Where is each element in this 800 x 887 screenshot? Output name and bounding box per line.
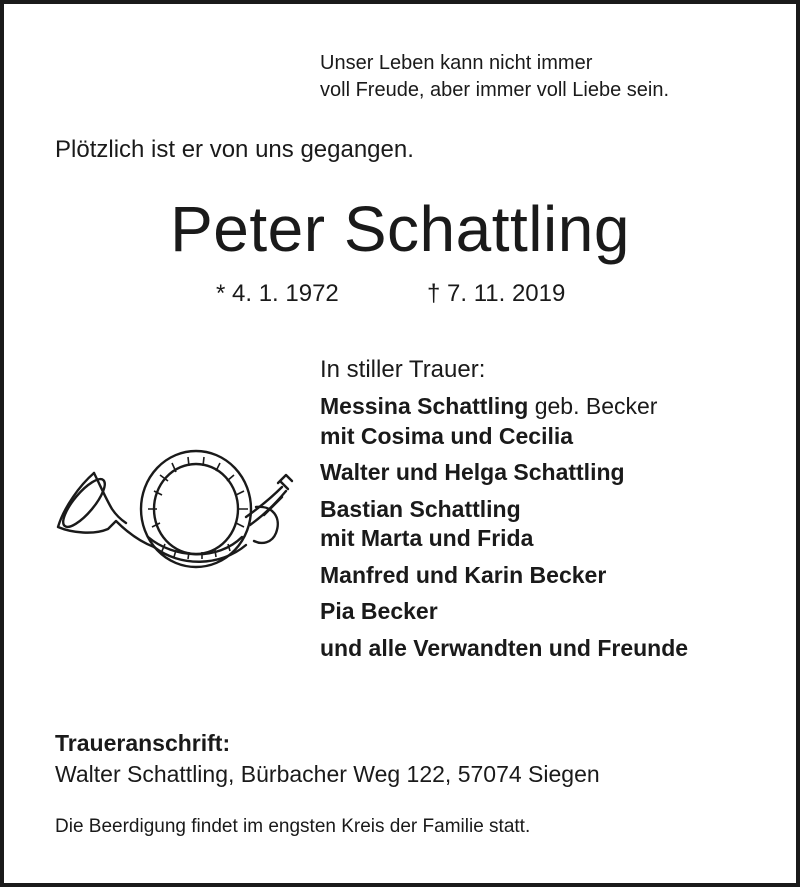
mourner-entry xyxy=(320,561,688,591)
mourner-name: Bastian Schattling xyxy=(320,495,521,522)
mourner-name: und alle Verwandten und Freunde xyxy=(320,634,689,661)
mourners-title: In stiller Trauer: xyxy=(320,356,486,383)
birth-date: * 4. 1. 1972 xyxy=(216,280,339,307)
deceased-name: Peter Schattling xyxy=(170,193,630,265)
mourner-name: Walter und Helga Schattling xyxy=(320,459,625,485)
mourner-entry xyxy=(320,597,688,627)
address-text: Walter Schattling, Bürbacher Weg 122, 57074 Siegen xyxy=(55,761,600,787)
mourner-name: Messina Schattling xyxy=(320,393,529,419)
mourner-entry xyxy=(320,392,688,422)
mourner-name: Manfred und Karin Becker xyxy=(320,561,607,588)
mourner-entry xyxy=(320,458,688,488)
mourner-name: mit Cosima und Cecilia xyxy=(320,422,574,449)
post-horn-icon xyxy=(50,445,295,575)
mourner-name: Pia Becker xyxy=(320,598,438,624)
quote-line-1: Unser Leben kann nicht immer xyxy=(320,52,593,74)
death-date: † 7. 11. 2019 xyxy=(427,280,566,307)
mourner-note: geb. Becker xyxy=(528,393,658,419)
mourner-name: mit Marta und Frida xyxy=(320,525,534,551)
mourner-entry xyxy=(320,495,688,525)
quote xyxy=(320,50,669,104)
address-title: Traueranschrift: xyxy=(55,730,231,756)
mourner-entry xyxy=(320,524,688,554)
mourner-entry xyxy=(320,422,688,452)
mourners-list xyxy=(320,392,688,663)
intro-text: Plötzlich ist er von uns gegangen. xyxy=(55,136,414,163)
mourner-entry xyxy=(320,634,688,664)
quote-line-2: voll Freude, aber immer voll Liebe sein. xyxy=(320,79,670,101)
funeral-note: Die Beerdigung findet im engsten Kreis der Familie statt. xyxy=(55,816,531,837)
